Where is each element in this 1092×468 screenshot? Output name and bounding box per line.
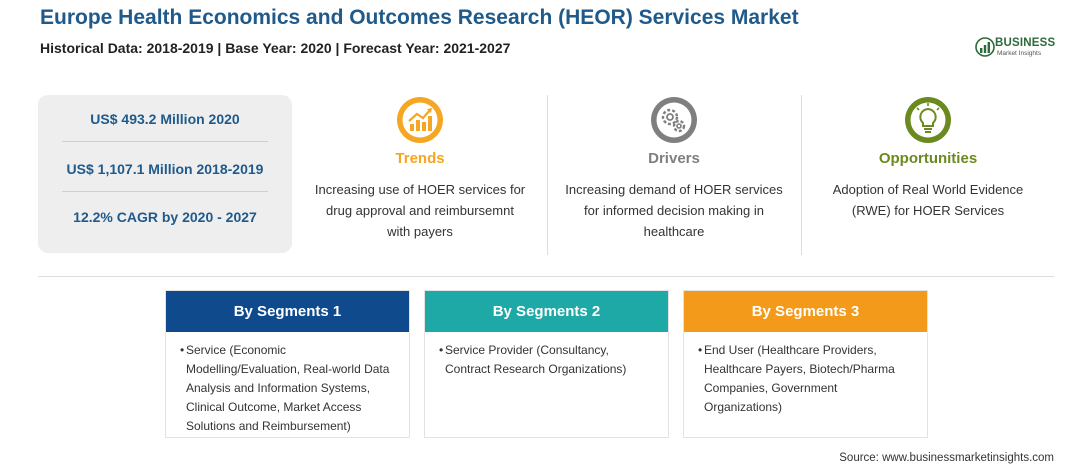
gears-icon — [649, 95, 699, 145]
opportunities-column — [808, 95, 1048, 255]
segment-1-body — [166, 332, 409, 436]
stat-market-size-2020: US$ 493.2 Million 2020 — [90, 111, 240, 127]
segment-3-line: Companies, Government — [704, 381, 838, 395]
segment-2-line: Service Provider (Consultancy, — [445, 343, 609, 357]
trends-line: drug approval and reimbursemnt — [326, 203, 514, 218]
segment-2-header: By Segments 2 — [425, 291, 668, 332]
trends-text — [300, 179, 540, 242]
business-market-insights-logo — [975, 36, 1065, 60]
page-subtitle: Historical Data: 2018-2019 | Base Year: 2020 | Forecast Year: 2021-2027 — [40, 40, 511, 56]
logo-name: BUSINESS — [995, 37, 1056, 49]
bullet: • — [439, 343, 444, 357]
market-stats-panel — [38, 95, 292, 253]
stat-cagr: 12.2% CAGR by 2020 - 2027 — [73, 209, 257, 225]
segment-3-body — [684, 332, 927, 417]
segment-card-1 — [165, 290, 410, 438]
page-title: Europe Health Economics and Outcomes Research (HEOR) Services Market — [40, 6, 799, 29]
lightbulb-icon — [903, 95, 953, 145]
segment-1-line: Solutions and Reimbursement) — [186, 419, 351, 433]
source-note: Source: www.businessmarketinsights.com — [839, 452, 1054, 464]
drivers-line: healthcare — [643, 224, 705, 239]
segment-3-line: Healthcare Payers, Biotech/Pharma — [704, 362, 895, 376]
trends-column — [300, 95, 540, 255]
logo-tagline: Market Insights — [997, 50, 1042, 57]
segment-3-line: End User (Healthcare Providers, — [704, 343, 877, 357]
opportunities-line: (RWE) for HOER Services — [851, 203, 1005, 218]
stats-divider — [62, 141, 268, 142]
segment-3-header: By Segments 3 — [684, 291, 927, 332]
stat-market-size-historical: US$ 1,107.1 Million 2018-2019 — [66, 161, 264, 177]
drivers-line: for informed decision making in — [584, 203, 764, 218]
trends-line: with payers — [387, 224, 453, 239]
segment-2-body — [425, 332, 668, 379]
opportunities-heading: Opportunities — [878, 150, 978, 167]
segment-1-line: Analysis and Information Systems, — [186, 381, 371, 395]
segment-card-3 — [683, 290, 928, 438]
opportunities-line: Adoption of Real World Evidence — [832, 182, 1024, 197]
drivers-column — [553, 95, 795, 255]
column-divider — [547, 95, 548, 255]
segment-1-line: Clinical Outcome, Market Access — [186, 400, 362, 414]
stats-divider — [62, 191, 268, 192]
opportunities-text — [808, 179, 1048, 221]
segment-1-header: By Segments 1 — [166, 291, 409, 332]
bullet: • — [698, 343, 703, 357]
trends-line: Increasing use of HOER services for — [314, 182, 526, 197]
segment-1-line: Service (Economic — [186, 343, 287, 357]
segment-card-2 — [424, 290, 669, 438]
segment-2-line: Contract Research Organizations) — [445, 362, 627, 376]
segment-1-line: Modelling/Evaluation, Real-world Data — [186, 362, 390, 376]
trends-heading: Trends — [395, 150, 445, 167]
bullet: • — [180, 343, 185, 357]
segment-3-line: Organizations) — [704, 400, 783, 414]
drivers-text — [553, 179, 795, 242]
drivers-heading: Drivers — [648, 150, 700, 167]
column-divider — [801, 95, 802, 255]
section-divider — [38, 276, 1054, 277]
drivers-line: Increasing demand of HOER services — [565, 182, 783, 197]
bar-growth-logo-icon — [975, 37, 995, 57]
trend-chart-icon — [395, 95, 445, 145]
